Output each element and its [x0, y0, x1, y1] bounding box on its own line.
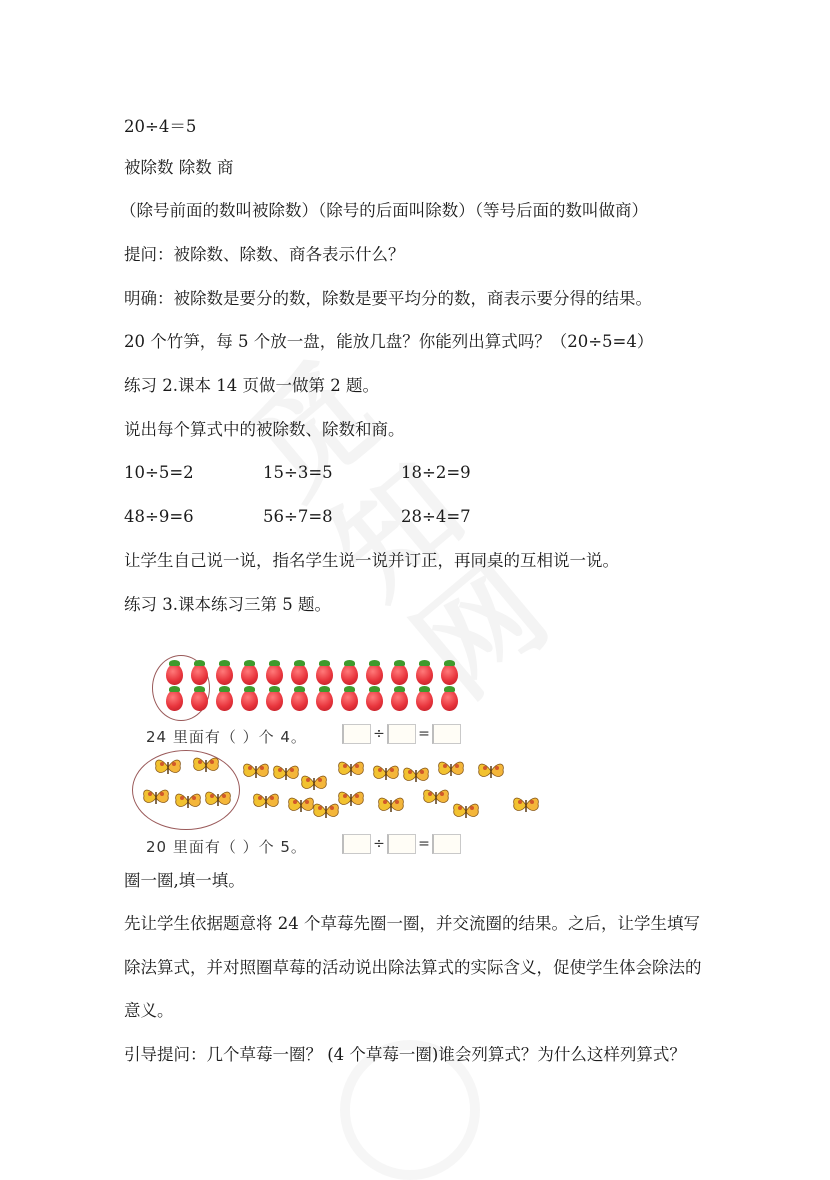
equals-sign: = — [418, 726, 430, 742]
strawberry-icon — [166, 664, 183, 685]
strawberry-icon — [441, 664, 458, 685]
strawberry-icon — [366, 664, 383, 685]
quotient-box[interactable] — [432, 724, 461, 744]
practice-line: 让学生自己说一说，指名学生说一说并订正，再同桌的互相说一说。 — [124, 551, 619, 570]
strawberry-icon — [316, 664, 333, 685]
butterfly-group — [132, 750, 552, 840]
strawberry-icon — [441, 690, 458, 711]
equals-sign: = — [418, 836, 430, 852]
exercise-figure — [132, 650, 552, 860]
strawberry-icon — [216, 690, 233, 711]
strawberry-icon — [341, 664, 358, 685]
butterfly-question: 20 里面有（ ）个 5。 — [146, 838, 307, 856]
equation-item: 10÷5=2 — [124, 463, 194, 482]
butterfly-equation — [342, 834, 461, 854]
question-line: 提问：被除数、除数、商各表示什么？ — [124, 245, 405, 264]
divisor-box[interactable] — [387, 724, 416, 744]
divide-sign: ÷ — [373, 836, 385, 852]
equation-item: 56÷7=8 — [263, 507, 333, 526]
instruction-line: 说出每个算式中的被除数、除数和商。 — [124, 420, 405, 439]
dividend-box[interactable] — [342, 724, 371, 744]
divide-sign: ÷ — [373, 726, 385, 742]
strawberry-icon — [166, 690, 183, 711]
exercise2-line: 练习 2.课本 14 页做一做第 2 题。 — [124, 376, 379, 395]
strawberry-icon — [416, 690, 433, 711]
strawberry-icon — [241, 690, 258, 711]
strawberry-equation — [342, 724, 461, 744]
guided-question-line: 引导提问：几个草莓一圈？ (4 个草莓一圈)谁会列算式？为什么这样列算式？ — [124, 1045, 686, 1064]
definition-line: （除号前面的数叫被除数）（除号的后面叫除数）（等号后面的数叫做商） — [120, 201, 648, 220]
equation-item: 48÷9=6 — [124, 507, 194, 526]
strawberry-icon — [216, 664, 233, 685]
strawberry-icon — [241, 664, 258, 685]
strawberry-icon — [191, 664, 208, 685]
strawberry-row-2 — [166, 690, 466, 711]
strawberry-icon — [391, 664, 408, 685]
equation-item: 18÷2=9 — [401, 463, 471, 482]
strawberry-icon — [266, 690, 283, 711]
strawberry-icon — [291, 664, 308, 685]
strawberry-question: 24 里面有（ ）个 4。 — [146, 728, 307, 746]
terms-line: 被除数 除数 商 — [124, 158, 234, 177]
dividend-box[interactable] — [342, 834, 371, 854]
strawberry-icon — [291, 690, 308, 711]
strawberry-icon — [416, 664, 433, 685]
bamboo-problem-line: 20 个竹笋，每 5 个放一盘，能放几盘？你能列出算式吗？（20÷5=4） — [124, 332, 654, 351]
strawberry-row-1 — [166, 664, 466, 685]
strawberry-icon — [341, 690, 358, 711]
strawberry-icon — [366, 690, 383, 711]
circle-fill-line: 圈一圈,填一填。 — [124, 871, 245, 890]
strawberry-icon — [391, 690, 408, 711]
strawberry-icon — [266, 664, 283, 685]
equation-item: 28÷4=7 — [401, 507, 471, 526]
equation-item: 15÷3=5 — [263, 463, 333, 482]
divisor-box[interactable] — [387, 834, 416, 854]
guidance-line-3: 意义。 — [124, 1001, 174, 1020]
strawberry-icon — [191, 690, 208, 711]
exercise3-line: 练习 3.课本练习三第 5 题。 — [124, 595, 331, 614]
strawberry-icon — [316, 690, 333, 711]
clarify-line: 明确：被除数是要分的数，除数是要平均分的数，商表示要分得的结果。 — [124, 289, 652, 308]
quotient-box[interactable] — [432, 834, 461, 854]
equation-line: 20÷4＝5 — [124, 117, 197, 136]
guidance-line-1: 先让学生依据题意将 24 个草莓先圈一圈，并交流圈的结果。之后，让学生填写 — [124, 914, 700, 933]
guidance-line-2: 除法算式，并对照圈草莓的活动说出除法算式的实际含义，促使学生体会除法的 — [124, 958, 702, 977]
